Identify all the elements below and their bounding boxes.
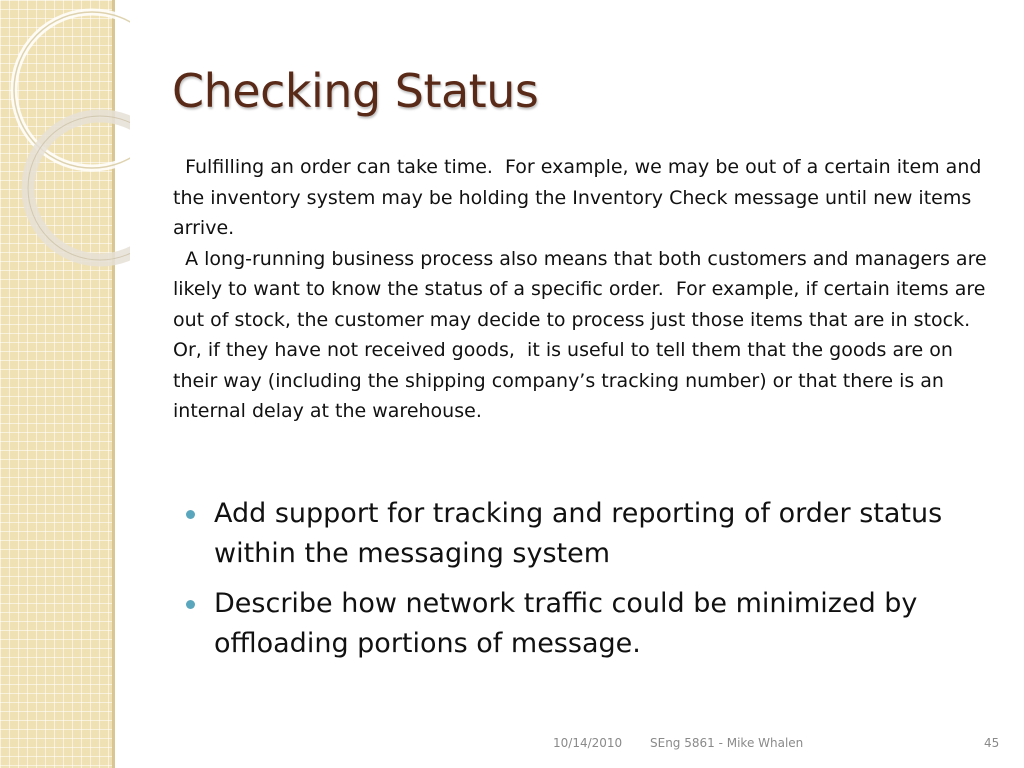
decorative-circles <box>0 0 130 768</box>
footer-center-text: SEng 5861 - Mike Whalen <box>650 736 804 750</box>
bullet-dot-icon <box>186 510 195 519</box>
bullet-text: Describe how network traffic could be minimized by offloading portions of message. <box>214 588 918 659</box>
body-text <box>173 152 1003 427</box>
body-paragraph-2: A long-running business process also means that both customers and managers are likely to want to know the status of a specific order. For example, if certain items are out of stock, the customer may decide to process just those items that are in stock. Or, if they have not received goods, it is useful to tell them that the goods are on their way (including the shipping company’s tracking number) or that there is an internal delay at the warehouse. <box>173 247 993 422</box>
slide-title: Checking Status <box>172 64 539 118</box>
bullet-item <box>186 584 996 664</box>
decorative-ring-top <box>14 12 130 168</box>
decorative-ring-bottom <box>28 116 130 260</box>
bullet-dot-icon <box>186 600 195 609</box>
bullet-list <box>186 494 996 674</box>
decorative-ring-top-outline <box>14 12 130 168</box>
page-number: 45 <box>984 736 1000 750</box>
body-paragraph-1: Fulfilling an order can take time. For example, we may be out of a certain item and the inventory system may be holding the Inventory Check message until new items arrive. <box>173 156 988 239</box>
bullet-item <box>186 494 996 574</box>
footer-date: 10/14/2010 <box>553 736 623 750</box>
bullet-text: Add support for tracking and reporting of order status within the messaging system <box>214 498 943 569</box>
